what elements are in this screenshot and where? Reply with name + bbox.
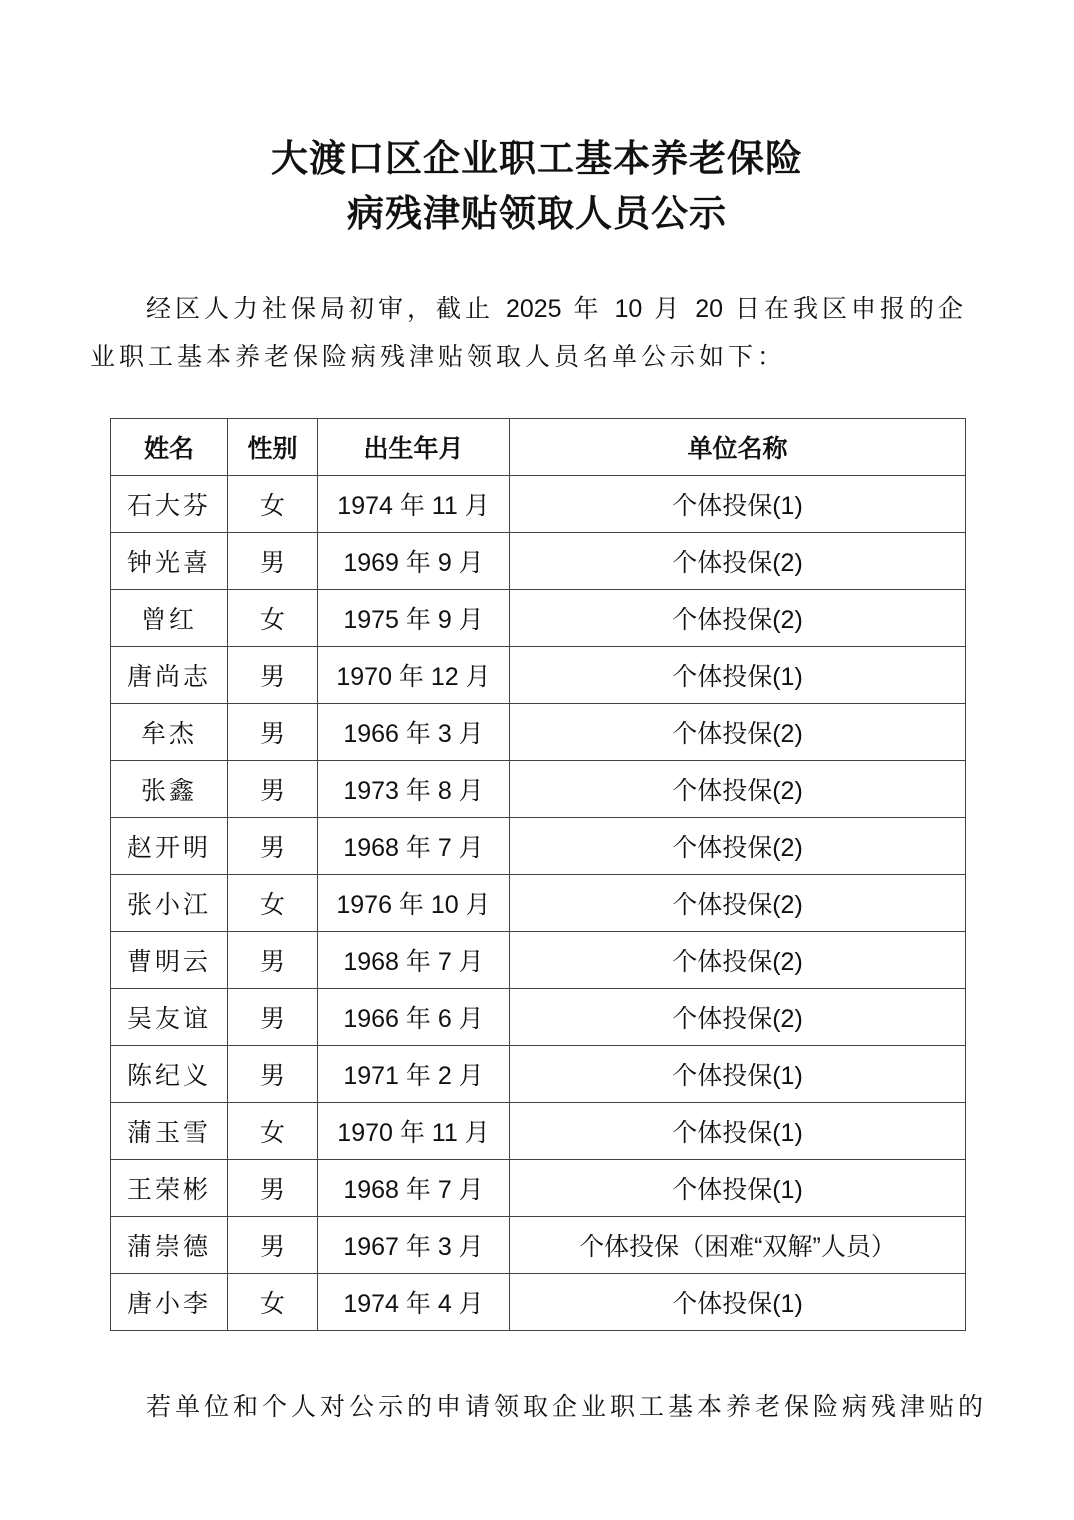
cell-birth: 1976 年 10 月 — [318, 875, 510, 932]
cell-birth: 1971 年 2 月 — [318, 1046, 510, 1103]
cell-birth: 1973 年 8 月 — [318, 761, 510, 818]
cell-gender: 男 — [228, 932, 318, 989]
intro-text-b: 年 — [573, 294, 603, 323]
cell-unit: 个体投保(2) — [510, 875, 966, 932]
table-row — [111, 1046, 966, 1103]
cell-gender: 男 — [228, 818, 318, 875]
intro-month: 10 — [614, 295, 643, 323]
table-row — [111, 1274, 966, 1331]
table-row — [111, 476, 966, 533]
cell-gender: 女 — [228, 590, 318, 647]
cell-name: 曹明云 — [111, 932, 228, 989]
cell-unit: 个体投保(1) — [510, 1046, 966, 1103]
table-row — [111, 1103, 966, 1160]
cell-birth: 1966 年 3 月 — [318, 704, 510, 761]
cell-name: 唐小李 — [111, 1274, 228, 1331]
cell-name: 吴友谊 — [111, 989, 228, 1046]
cell-name: 张鑫 — [111, 761, 228, 818]
header-name: 姓名 — [111, 419, 228, 476]
cell-birth: 1968 年 7 月 — [318, 818, 510, 875]
table-row — [111, 932, 966, 989]
cell-name: 张小江 — [111, 875, 228, 932]
cell-unit: 个体投保(2) — [510, 761, 966, 818]
cell-name: 曾红 — [111, 590, 228, 647]
cell-gender: 男 — [228, 533, 318, 590]
table-row — [111, 704, 966, 761]
cell-unit: 个体投保(2) — [510, 590, 966, 647]
document-title-line-2: 病残津贴领取人员公示 — [347, 191, 727, 235]
cell-gender: 男 — [228, 989, 318, 1046]
cell-unit: 个体投保(2) — [510, 818, 966, 875]
document-title-line-1: 大渡口区企业职工基本养老保险 — [271, 136, 803, 180]
cell-gender: 女 — [228, 476, 318, 533]
cell-birth: 1969 年 9 月 — [318, 533, 510, 590]
table-row — [111, 590, 966, 647]
intro-text-a: 经区人力社保局初审，截止 — [146, 294, 495, 323]
table-row — [111, 1217, 966, 1274]
cell-name: 赵开明 — [111, 818, 228, 875]
table-row — [111, 989, 966, 1046]
table-row — [111, 1160, 966, 1217]
cell-name: 牟杰 — [111, 704, 228, 761]
cell-unit: 个体投保(2) — [510, 989, 966, 1046]
cell-gender: 男 — [228, 704, 318, 761]
recipients-table — [110, 418, 966, 1331]
cell-birth: 1968 年 7 月 — [318, 932, 510, 989]
cell-unit: 个体投保(1) — [510, 647, 966, 704]
header-unit: 单位名称 — [510, 419, 966, 476]
cell-name: 陈纪义 — [111, 1046, 228, 1103]
cell-unit: 个体投保(1) — [510, 1103, 966, 1160]
cell-gender: 女 — [228, 875, 318, 932]
cell-name: 王荣彬 — [111, 1160, 228, 1217]
intro-text-d: 日在我区申报的企业职工基本养老保险病残津贴领取人员名单公示如下： — [90, 294, 968, 371]
cell-name: 石大芬 — [111, 476, 228, 533]
header-birth: 出生年月 — [318, 419, 510, 476]
cell-name: 蒲崇德 — [111, 1217, 228, 1274]
closing-paragraph: 若单位和个人对公示的申请领取企业职工基本养老保险病残津贴的 — [146, 1392, 988, 1421]
cell-unit: 个体投保(1) — [510, 1274, 966, 1331]
intro-year: 2025 — [505, 295, 562, 323]
cell-birth: 1970 年 12 月 — [318, 647, 510, 704]
cell-birth: 1968 年 7 月 — [318, 1160, 510, 1217]
cell-gender: 男 — [228, 1046, 318, 1103]
cell-birth: 1967 年 3 月 — [318, 1217, 510, 1274]
table-header-row — [111, 419, 966, 476]
cell-gender: 男 — [228, 647, 318, 704]
cell-unit: 个体投保(1) — [510, 476, 966, 533]
table-row — [111, 761, 966, 818]
cell-gender: 女 — [228, 1103, 318, 1160]
cell-unit: 个体投保(2) — [510, 704, 966, 761]
cell-birth: 1966 年 6 月 — [318, 989, 510, 1046]
table-row — [111, 875, 966, 932]
cell-name: 唐尚志 — [111, 647, 228, 704]
table-row — [111, 533, 966, 590]
cell-gender: 男 — [228, 1217, 318, 1274]
cell-unit: 个体投保(2) — [510, 533, 966, 590]
intro-day: 20 — [695, 295, 724, 323]
cell-birth: 1975 年 9 月 — [318, 590, 510, 647]
cell-name: 钟光喜 — [111, 533, 228, 590]
table-row — [111, 818, 966, 875]
cell-gender: 男 — [228, 761, 318, 818]
cell-birth: 1970 年 11 月 — [318, 1103, 510, 1160]
cell-birth: 1974 年 11 月 — [318, 476, 510, 533]
cell-gender: 男 — [228, 1160, 318, 1217]
cell-unit: 个体投保（困难“双解”人员） — [510, 1217, 966, 1274]
cell-unit: 个体投保(1) — [510, 1160, 966, 1217]
intro-text-c: 月 — [654, 294, 684, 323]
cell-name: 蒲玉雪 — [111, 1103, 228, 1160]
intro-paragraph — [90, 285, 990, 381]
cell-gender: 女 — [228, 1274, 318, 1331]
cell-unit: 个体投保(2) — [510, 932, 966, 989]
table-body — [111, 476, 966, 1331]
table-row — [111, 647, 966, 704]
header-gender: 性别 — [228, 419, 318, 476]
cell-birth: 1974 年 4 月 — [318, 1274, 510, 1331]
